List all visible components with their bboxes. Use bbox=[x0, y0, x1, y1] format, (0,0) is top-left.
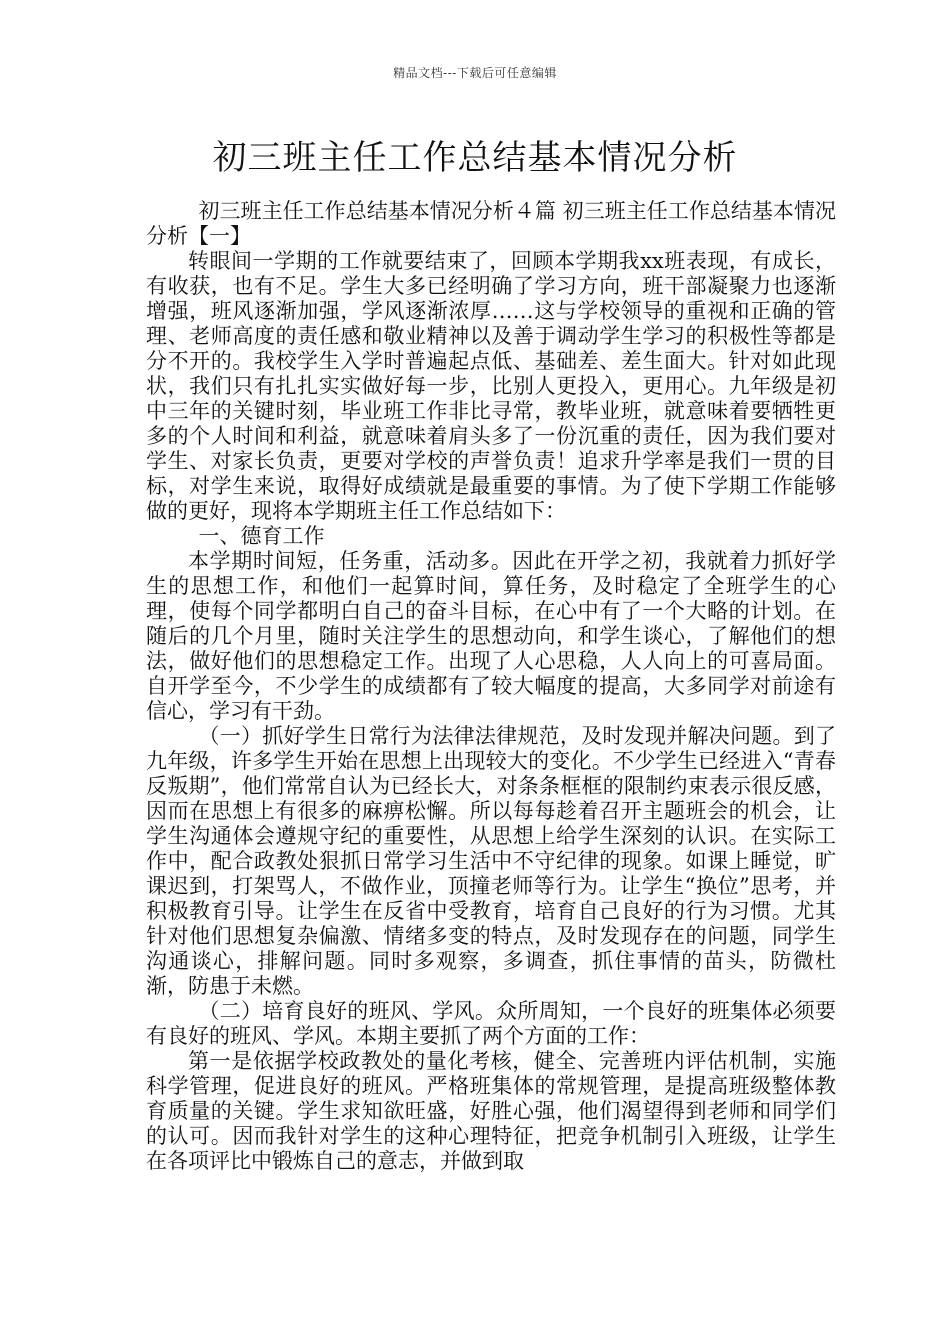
body-paragraph: （二）培育良好的班风、学风。众所周知，一个良好的班集体必须要有良好的班风、学风。本期主要抓了两个方面的工作： bbox=[146, 999, 836, 1048]
document-title: 初三班主任工作总结基本情况分析 bbox=[212, 138, 738, 178]
document-body bbox=[146, 199, 836, 1174]
page-header-note: 精品文档---下载后可任意编辑 bbox=[393, 66, 557, 80]
body-paragraph: 本学期时间短，任务重，活动多。因此在开学之初，我就着力抓好学生的思想工作，和他们一起算时间，算任务，及时稳定了全班学生的心理，使每个同学都明白自己的奋斗目标，在心中有了一个大略的计划。在随后的几个月里，随时关注学生的思想动向，和学生谈心，了解他们的想法，做好他们的思想稳定工作。出现了人心思稳，人人向上的可喜局面。自开学至今，不少学生的成绩都有了较大幅度的提高，大多同学对前途有信心，学习有干劲。 bbox=[146, 549, 836, 723]
body-paragraph: （一）抓好学生日常行为法律法律规范，及时发现并解决问题。到了九年级，许多学生开始在思想上出现较大的变化。不少学生已经进入“青春反叛期”，他们常常自认为已经长大，对条条框框的限制约束表示很反感，因而在思想上有很多的麻痹松懈。所以每每趁着召开主题班会的机会，让学生沟通体会遵规守纪的重要性，从思想上给学生深刻的认识。在实际工作中，配合政教处狠抓日常学习生活中不守纪律的现象。如课上睡觉，旷课迟到，打架骂人，不做作业，顶撞老师等行为。让学生“换位”思考，并积极教育引导。让学生在反省中受教育，培育自己良好的行为习惯。尤其针对他们思想复杂偏激、情绪多变的特点，及时发现存在的问题，同学生沟通谈心，排解问题。同时多观察，多调查，抓住事情的苗头，防微杜渐，防患于未燃。 bbox=[146, 724, 836, 998]
intro-paragraph: 初三班主任工作总结基本情况分析４篇 初三班主任工作总结基本情况分析【一】 bbox=[146, 199, 836, 248]
section-heading: 一、德育工作 bbox=[198, 524, 325, 548]
body-paragraph: 第一是依据学校政教处的量化考核，健全、完善班内评估机制，实施科学管理，促进良好的班风。严格班集体的常规管理，是提高班级整体教育质量的关键。学生求知欲旺盛，好胜心强，他们渴望得到老师和同学们的认可。因而我针对学生的这种心理特征，把竞争机制引入班级，让学生在各项评比中锻炼自己的意志，并做到取 bbox=[146, 1049, 836, 1173]
body-paragraph: 转眼间一学期的工作就要结束了，回顾本学期我xx班表现，有成长，有收获，也有不足。学生大多已经明确了学习方向，班干部凝聚力也逐渐增强，班风逐渐加强，学风逐渐浓厚……这与学校领导的重视和正确的管理、老师高度的责任感和敬业精神以及善于调动学生学习的积极性等都是分不开的。我校学生入学时普遍起点低、基础差、差生面大。针对如此现状，我们只有扎扎实实做好每一步，比别人更投入，更用心。九年级是初中三年的关键时刻，毕业班工作非比寻常，教毕业班，就意味着要牺牲更多的个人时间和利益，就意味着肩头多了一份沉重的责任，因为我们要对学生、对家长负责，更要对学校的声誉负责！追求升学率是我们一贯的目标，对学生来说，取得好成绩就是最重要的事情。为了使下学期工作能够做的更好，现将本学期班主任工作总结如下： bbox=[146, 249, 836, 523]
